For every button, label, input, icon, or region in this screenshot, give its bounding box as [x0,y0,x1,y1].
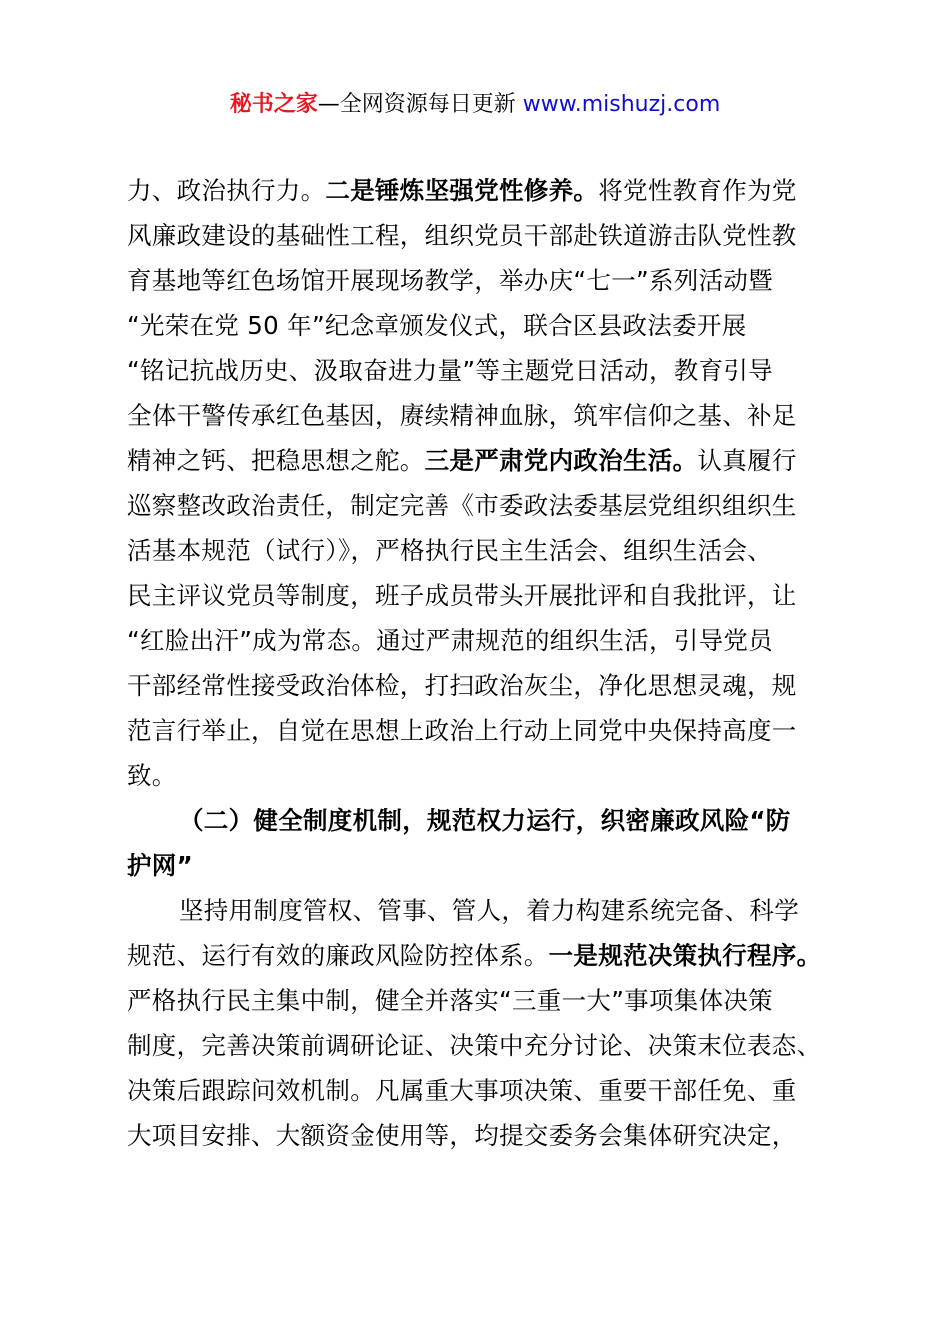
text-line: 决策后跟踪问效机制。凡属重大事项决策、重要干部任免、重 [127,1076,797,1105]
text-line: 坚持用制度管权、管事、管人，着力构建系统完备、科学 [179,896,799,925]
text-line: 巡察整改政治责任，制定完善《市委政法委基层党组织组织生 [127,491,797,520]
tagline: —全网资源每日更新 [317,92,516,117]
text-run: 精神之钙、把稳思想之舵。 [127,446,425,475]
text-run: 规范、运行有效的廉政风险防控体系。 [127,941,549,970]
section-heading-cont: 护网” [127,851,194,880]
text-line [127,438,837,483]
text-line: 全体干警传承红色基因，赓续精神血脉，筑牢信仰之基、补足 [127,401,797,430]
text-line: 风廉政建设的基础性工程，组织党员干部赴铁道游击队党性教 [127,221,797,250]
text-line: 干部经常性接受政治体检，打扫政治灰尘，净化思想灵魂，规 [127,671,797,700]
text-line: 民主评议党员等制度，班子成员带头开展批评和自我批评，让 [127,581,797,610]
site-url[interactable]: www.mishuzj.com [522,92,721,117]
text-line: 活基本规范（试行）》，严格执行民主生活会、组织生活会、 [127,536,773,565]
text-line: 致。 [127,761,177,790]
text-line: 范言行举止，自觉在思想上政治上行动上同党中央保持高度一 [127,716,797,745]
document-body [127,168,837,1158]
text-line: “光荣在党 50 年”纪念章颁发仪式，联合区县政法委开展 [127,311,747,340]
text-line [127,168,837,213]
text-line: “铭记抗战历史、汲取奋进力量”等主题党日活动，教育引导 [127,356,773,385]
text-line [127,933,837,978]
text-line: 育基地等红色场馆开展现场教学，举办庆“七一”系列活动暨 [127,266,773,295]
bold-run: 三是严肃党内政治生活。 [424,446,698,475]
brand-name: 秘书之家 [229,92,318,117]
text-line: 严格执行民主集中制，健全并落实“三重一大”事项集体决策 [127,986,773,1015]
text-line: “红脸出汗”成为常态。通过严肃规范的组织生活，引导党员 [127,626,773,655]
text-run: 认真履行 [697,446,797,475]
bold-run: 二是锤炼坚强党性修养。 [325,176,599,205]
text-line: 制度，完善决策前调研论证、决策中充分讨论、决策末位表态、 [127,1031,822,1060]
text-run: 将党性教育作为党 [598,176,797,205]
site-header [0,88,950,122]
text-line: 大项目安排、大额资金使用等，均提交委务会集体研究决定， [127,1121,797,1150]
section-heading: （二）健全制度机制，规范权力运行，织密廉政风险“防 [179,806,791,835]
text-run: 力、政治执行力。 [127,176,326,205]
bold-run: 一是规范决策执行程序。 [548,941,822,970]
